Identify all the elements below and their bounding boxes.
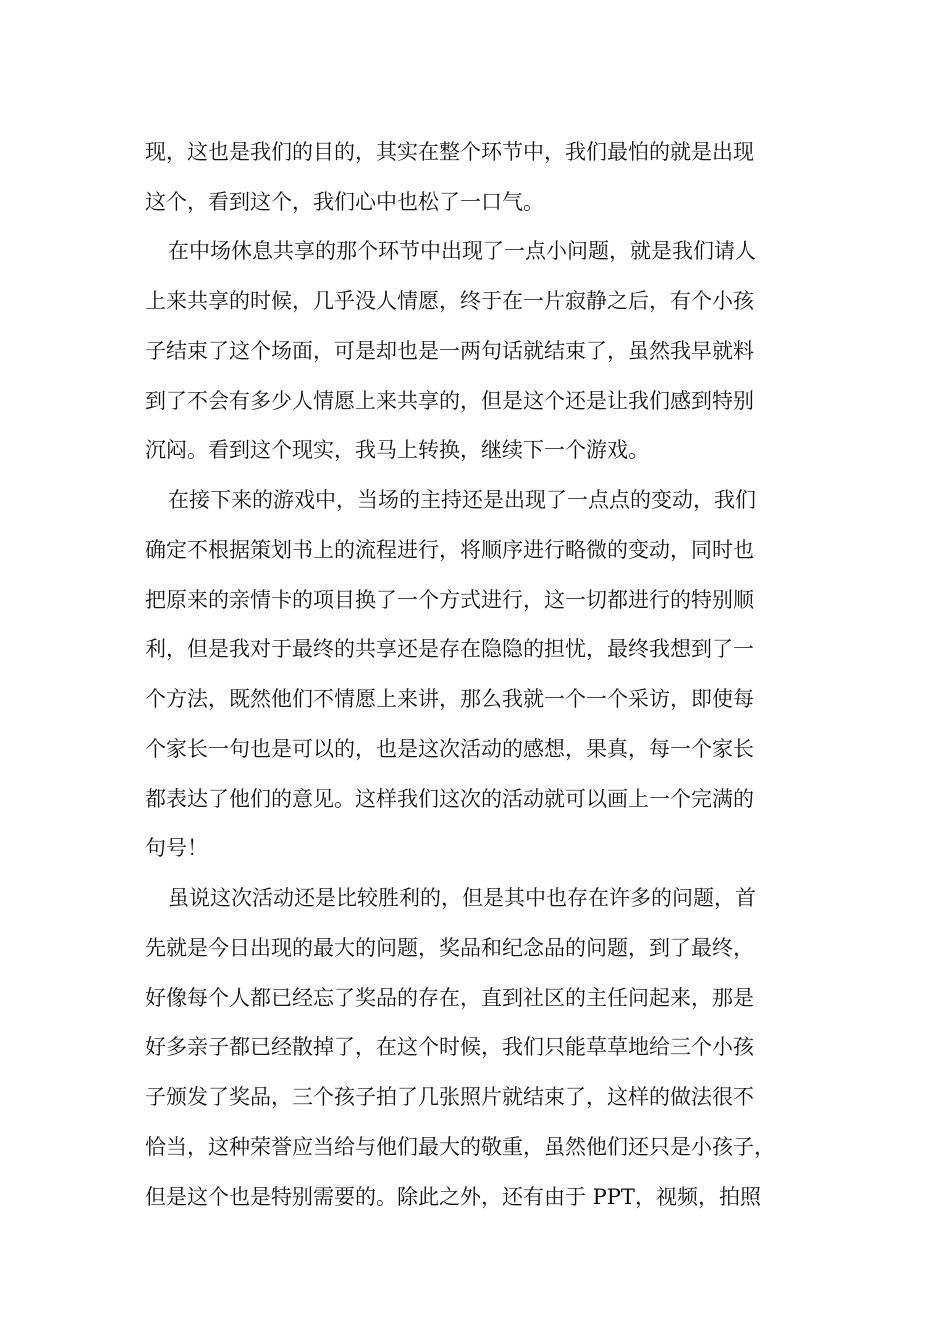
text-line: 先就是今日出现的最大的问题，奖品和纪念品的问题，到了最终，: [145, 936, 754, 960]
text-line: 但是这个也是特别需要的。除此之外，还有由于 PPT，视频，拍照: [145, 1185, 761, 1209]
text-line: 这个，看到这个，我们心中也松了一口气。: [145, 190, 544, 214]
paragraph-start-line: 虽说这次活动还是比较胜利的，但是其中也存在许多的问题，首: [168, 886, 756, 910]
paragraph-start-line: 在中场休息共享的那个环节中出现了一点小问题，就是我们请人: [168, 239, 756, 263]
text-line: 到了不会有多少人情愿上来共享的，但是这个还是让我们感到特别: [145, 389, 754, 413]
text-line: 好像每个人都已经忘了奖品的存在，直到社区的主任问起来，那是: [145, 986, 754, 1010]
text-line: 都表达了他们的意见。这样我们这次的活动就可以画上一个完满的: [145, 787, 754, 811]
text-line: 利，但是我对于最终的共享还是存在隐隐的担忧，最终我想到了一: [145, 637, 754, 661]
text-line: 好多亲子都已经散掉了，在这个时候，我们只能草草地给三个小孩: [145, 1035, 754, 1059]
paragraph-start-line: 在接下来的游戏中，当场的主持还是出现了一点点的变动，我们: [168, 488, 756, 512]
text-line: 个方法，既然他们不情愿上来讲，那么我就一个一个采访，即使每: [145, 687, 754, 711]
text-line: 子颁发了奖品，三个孩子拍了几张照片就结束了，这样的做法很不: [145, 1085, 754, 1109]
text-line: 现，这也是我们的目的，其实在整个环节中，我们最怕的就是出现: [145, 140, 754, 164]
text-line: 上来共享的时候，几乎没人情愿，终于在一片寂静之后，有个小孩: [145, 289, 754, 313]
text-line: 沉闷。看到这个现实，我马上转换，继续下一个游戏。: [145, 438, 649, 462]
text-line: 确定不根据策划书上的流程进行，将顺序进行略微的变动，同时也: [145, 538, 754, 562]
text-line: 把原来的亲情卡的项目换了一个方式进行，这一切都进行的特别顺: [145, 588, 754, 612]
text-line: 个家长一句也是可以的，也是这次活动的感想，果真，每一个家长: [145, 737, 754, 761]
text-line: 句号！: [145, 836, 208, 860]
text-line: 子结束了这个场面，可是却也是一两句话就结束了，虽然我早就料: [145, 339, 754, 363]
text-line: 恰当，这种荣誉应当给与他们最大的敬重，虽然他们还只是小孩子，: [145, 1135, 775, 1159]
